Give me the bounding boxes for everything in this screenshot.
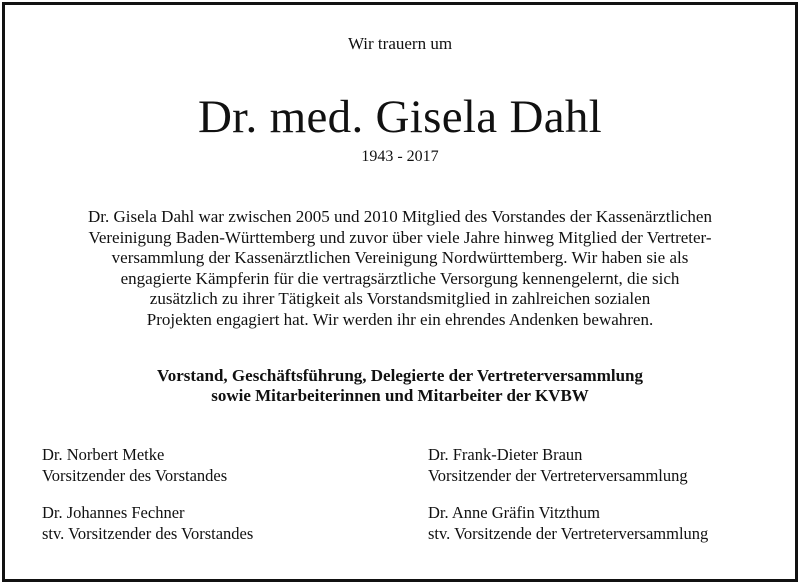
signatory (42, 445, 227, 486)
signers-line: Vorstand, Geschäftsführung, Delegierte der Vertreterversammlung (156, 366, 643, 385)
deceased-name: Dr. med. Gisela Dahl (197, 91, 603, 143)
tribute-line: Projekten engagiert hat. Wir werden ihr ein ehrendes Andenken bewahren. (146, 309, 654, 329)
signatory-name: Dr. Norbert Metke (42, 445, 165, 464)
signers-line: sowie Mitarbeiterinnen und Mitarbeiter der KVBW (211, 386, 589, 405)
signatory-role: Vorsitzender des Vorstandes (42, 465, 228, 485)
tribute-paragraph (30, 207, 770, 330)
intro-text: Wir trauern um (347, 34, 453, 53)
signatory-role: stv. Vorsitzender des Vorstandes (42, 523, 254, 543)
signatory (428, 445, 688, 486)
signatory (42, 503, 253, 544)
tribute-line: zusätzlich zu ihrer Tätigkeit als Vorstandsmitglied in zahlreichen sozialen (149, 289, 651, 308)
signatory-name: Dr. Anne Gräfin Vitzthum (428, 503, 600, 522)
tribute-line: engagierte Kämpferin für die vertragsärztliche Versorgung kennengelernt, die sich (120, 268, 680, 288)
signatory-role: stv. Vorsitzende der Vertreterversammlung (428, 523, 709, 543)
tribute-line: Vereinigung Baden-Württemberg und zuvor über viele Jahre hinweg Mitglied der Vertreter- (88, 227, 712, 247)
signatory-name: Dr. Frank-Dieter Braun (428, 445, 583, 464)
tribute-line: versammlung der Kassenärztlichen Vereinigung Nordwürttemberg. Wir haben sie als (111, 248, 689, 267)
signatory-role: Vorsitzender der Vertreterversammlung (428, 465, 688, 485)
life-dates: 1943 - 2017 (361, 148, 439, 165)
signatory-name: Dr. Johannes Fechner (42, 503, 185, 522)
tribute-line: Dr. Gisela Dahl war zwischen 2005 und 2010 Mitglied des Vorstandes der Kassenärztlichen (88, 207, 712, 226)
signatory (428, 503, 708, 544)
signers-block (0, 366, 800, 406)
